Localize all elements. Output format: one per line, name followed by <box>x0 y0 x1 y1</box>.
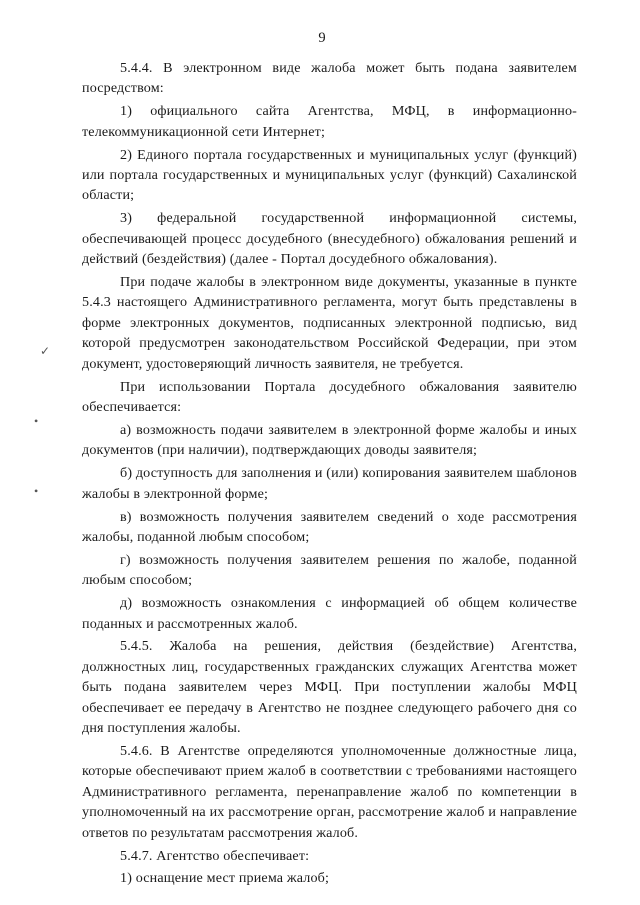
paragraph: г) возможность получения заявителем решения по жалобе, поданной любым способом; <box>82 551 577 589</box>
page-number: 9 <box>318 30 326 46</box>
paragraph: 1) оснащение мест приема жалоб; <box>120 870 330 887</box>
paragraph: 5.4.7. Агентство обеспечивает: <box>120 847 310 864</box>
paragraph: д) возможность ознакомления с информацией об общем количестве поданных и рассмотренных жалоб. <box>82 595 577 632</box>
paragraph: 1) официального сайта Агентства, МФЦ, в информационно-телекоммуникационной сети Интернет; <box>82 103 577 140</box>
paragraph: 3) федеральной государственной информационной системы, обеспечивающей процесс досудебного (внесудебного) обжалования решений и действий (бездействия) (далее - Портал досудебного обжалования). <box>82 210 577 268</box>
paragraph: При использовании Портала досудебного обжалования заявителю обеспечивается: <box>82 378 577 415</box>
paragraph: 5.4.6. В Агентстве определяются уполномоченные должностные лица, которые обеспечивают прием жалоб в соответствии с требованиями настоящего Административного регламента, перенаправление жалоб по компетенции в уполномоченный на их рассмотрение орган, рассмотрение жалоб и направление ответов по результатам рассмотрения жалоб. <box>82 743 577 841</box>
document-body <box>82 58 577 891</box>
scan-mark: • <box>34 414 39 428</box>
paragraph: 5.4.5. Жалоба на решения, действия (бездействие) Агентства, должностных лиц, государственных гражданских служащих Агентства может быть подана заявителем через МФЦ. При поступлении жалобы МФЦ обеспечивает ее передачу в Агентство не позднее следующего рабочего дня со дня поступления жалобы. <box>82 638 577 737</box>
scan-mark: ✓ <box>40 344 51 358</box>
paragraph: б) доступность для заполнения и (или) копирования заявителем шаблонов жалобы в электронной форме; <box>82 465 577 502</box>
paragraph: При подаче жалобы в электронном виде документы, указанные в пункте 5.4.3 настоящего Административного регламента, могут быть представлены в форме электронных документов, подписанных электронной подписью, вид которой предусмотрен законодательством Российской Федерации, при этом документ, удостоверяющий личность заявителя, не требуется. <box>82 274 577 372</box>
paragraph: 2) Единого портала государственных и муниципальных услуг (функций) или портала государственных и муниципальных услуг (функций) Сахалинской области; <box>82 146 577 204</box>
paragraph: 5.4.4. В электронном виде жалоба может быть подана заявителем посредством: <box>82 60 577 97</box>
paragraph: а) возможность подачи заявителем в электронной форме жалобы и иных документов (при наличии), подтверждающих доводы заявителя; <box>82 421 577 459</box>
scan-mark: • <box>34 484 39 498</box>
paragraph: в) возможность получения заявителем сведений о ходе рассмотрения жалобы, поданной любым способом; <box>82 508 577 545</box>
